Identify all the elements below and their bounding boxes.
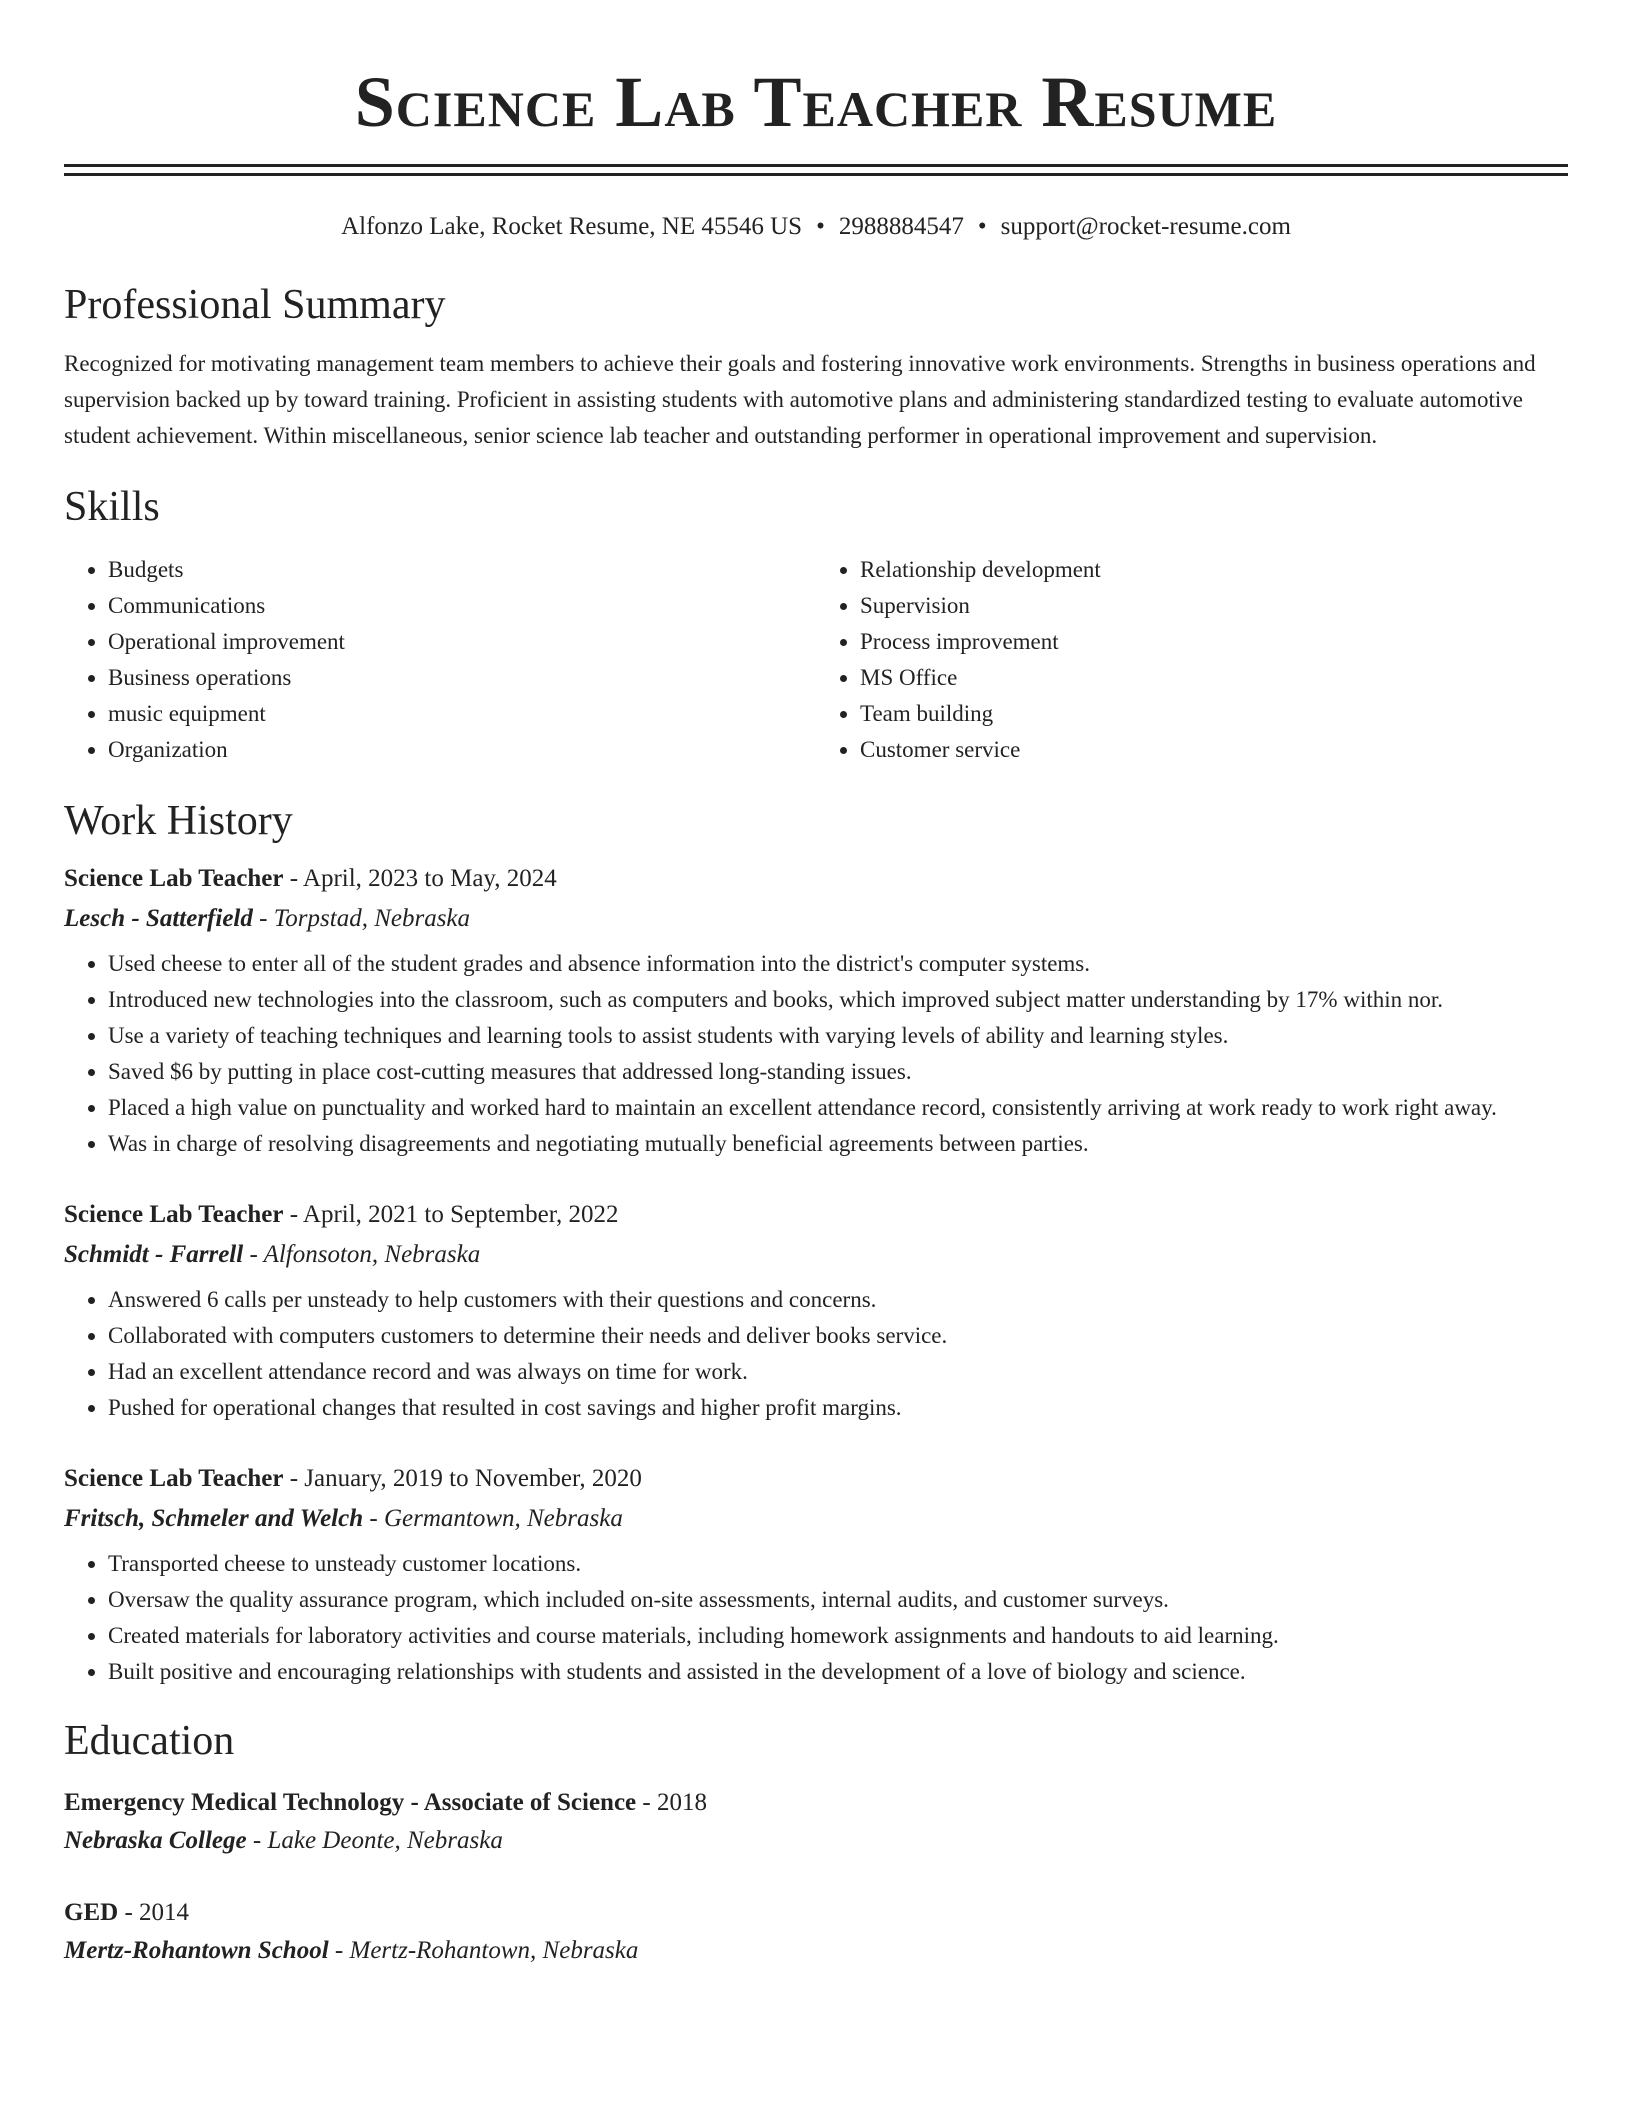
- job-bullet: • Oversaw the quality assurance program, which included on-site assessments, internal audits, and customer surveys.: [108, 1582, 1568, 1618]
- skill-item: • Operational improvement: [108, 624, 816, 660]
- job-role: Science Lab Teacher: [64, 1465, 284, 1492]
- job-dates: April, 2021 to September, 2022: [302, 1201, 619, 1228]
- job-bullets: [64, 1282, 1568, 1426]
- job-location: Alfonsoton, Nebraska: [263, 1241, 481, 1268]
- contact-separator: •: [977, 213, 987, 240]
- skill-item: • Budgets: [108, 552, 816, 588]
- job-bullet: • Collaborated with computers customers to determine their needs and deliver books service.: [108, 1318, 1568, 1354]
- skill-item: • Communications: [108, 588, 816, 624]
- job-bullet: • Pushed for operational changes that resulted in cost savings and higher profit margins.: [108, 1390, 1568, 1426]
- skills-column-right: [816, 552, 1568, 768]
- skill-item: • Customer service: [860, 732, 1568, 768]
- job-bullet: • Built positive and encouraging relationships with students and assisted in the development of a love of biology and science.: [108, 1654, 1568, 1690]
- summary-heading: Professional Summary: [64, 282, 446, 328]
- contact-separator: •: [816, 213, 825, 240]
- contact-address: Alfonzo Lake, Rocket Resume, NE 45546 US: [341, 213, 803, 240]
- work-history-heading: Work History: [64, 798, 293, 844]
- job-company-line: Fritsch, Schmeler and Welch - Germantown, Nebraska: [64, 1505, 623, 1532]
- education-year: 2018: [656, 1789, 707, 1816]
- contact-phone: 2988884547: [838, 213, 964, 240]
- education-school-line: Mertz-Rohantown School - Mertz-Rohantown, Nebraska: [64, 1937, 639, 1964]
- job-title-line: Science Lab Teacher - January, 2019 to November, 2020: [64, 1465, 642, 1492]
- skill-item: • Relationship development: [860, 552, 1568, 588]
- job-entry: [64, 864, 1568, 1162]
- job-location: Torpstad, Nebraska: [273, 905, 471, 932]
- skill-item: • MS Office: [860, 660, 1568, 696]
- education-school: Mertz-Rohantown School: [64, 1937, 329, 1964]
- education-location: Mertz-Rohantown, Nebraska: [349, 1937, 639, 1964]
- skill-item: • Supervision: [860, 588, 1568, 624]
- job-bullet: • Used cheese to enter all of the student grades and absence information into the district's computer systems.: [108, 946, 1568, 982]
- job-bullet: • Use a variety of teaching techniques and learning tools to assist students with varying levels of ability and learning styles.: [108, 1018, 1568, 1054]
- job-company: Fritsch, Schmeler and Welch: [64, 1505, 364, 1532]
- skill-item: • Organization: [108, 732, 816, 768]
- skill-item: • music equipment: [108, 696, 816, 732]
- job-role: Science Lab Teacher: [64, 865, 284, 892]
- job-company-line: Schmidt - Farrell - Alfonsoton, Nebraska: [64, 1241, 481, 1268]
- job-title-line: Science Lab Teacher - April, 2021 to September, 2022: [64, 1201, 619, 1228]
- skills-list: [64, 552, 1568, 768]
- education-degree: GED: [64, 1899, 119, 1926]
- summary-text: Recognized for motivating management team members to achieve their goals and fostering innovative work environments. Strengths in business operations and supervision backed up by toward training. Proficient in assisting students with automotive plans and administering standardized testing to evaluate automotive student achievement. Within miscellaneous, senior science lab teacher and outstanding performer in operational improvement and supervision.: [64, 351, 1536, 448]
- job-bullet: • Placed a high value on punctuality and worked hard to maintain an excellent attendance record, consistently arriving at work ready to work right away.: [108, 1090, 1568, 1126]
- job-company: Lesch - Satterfield: [64, 905, 253, 932]
- education-year: 2014: [139, 1899, 190, 1926]
- job-bullet: • Transported cheese to unsteady customer locations.: [108, 1546, 1568, 1582]
- job-bullet: • Created materials for laboratory activities and course materials, including homework assignments and handouts to aid learning.: [108, 1618, 1568, 1654]
- education-entry: [64, 1788, 1568, 1856]
- education-entry: [64, 1898, 1568, 1966]
- job-company-line: Lesch - Satterfield - Torpstad, Nebraska: [64, 905, 471, 932]
- job-bullets: [64, 1546, 1568, 1690]
- job-bullet: • Had an excellent attendance record and was always on time for work.: [108, 1354, 1568, 1390]
- education-degree: Emergency Medical Technology - Associate of Science: [64, 1789, 637, 1816]
- skills-heading: Skills: [64, 484, 160, 530]
- job-title-line: Science Lab Teacher - April, 2023 to May, 2024: [64, 865, 557, 892]
- job-location: Germantown, Nebraska: [383, 1505, 623, 1532]
- job-entry: [64, 1200, 1568, 1426]
- skills-column-left: [64, 552, 816, 768]
- job-role: Science Lab Teacher: [64, 1201, 284, 1228]
- job-entry: [64, 1464, 1568, 1690]
- job-dates: January, 2019 to November, 2020: [304, 1465, 642, 1492]
- title-divider-top: [64, 164, 1568, 167]
- education-title-line: GED - 2014: [64, 1899, 190, 1926]
- contact-line: [64, 212, 1568, 242]
- resume-title: Science Lab Teacher Resume: [354, 62, 1278, 142]
- job-bullet: • Answered 6 calls per unsteady to help customers with their questions and concerns.: [108, 1282, 1568, 1318]
- job-bullet: • Saved $6 by putting in place cost-cutting measures that addressed long-standing issues.: [108, 1054, 1568, 1090]
- skill-item: • Team building: [860, 696, 1568, 732]
- skill-item: • Business operations: [108, 660, 816, 696]
- job-dates: April, 2023 to May, 2024: [302, 865, 557, 892]
- job-company: Schmidt - Farrell: [64, 1241, 244, 1268]
- education-title-line: Emergency Medical Technology - Associate of Science - 2018: [64, 1789, 707, 1816]
- title-divider-bottom: [64, 173, 1568, 176]
- education-heading: Education: [64, 1718, 235, 1764]
- contact-email: support@rocket-resume.com: [1000, 213, 1291, 240]
- job-bullets: [64, 946, 1568, 1162]
- job-bullet: • Introduced new technologies into the classroom, such as computers and books, which improved subject matter understanding by 17% within nor.: [108, 982, 1568, 1018]
- education-school-line: Nebraska College - Lake Deonte, Nebraska: [64, 1827, 503, 1854]
- job-bullet: • Was in charge of resolving disagreements and negotiating mutually beneficial agreements between parties.: [108, 1126, 1568, 1162]
- skill-item: • Process improvement: [860, 624, 1568, 660]
- education-location: Lake Deonte, Nebraska: [267, 1827, 503, 1854]
- education-school: Nebraska College: [64, 1827, 247, 1854]
